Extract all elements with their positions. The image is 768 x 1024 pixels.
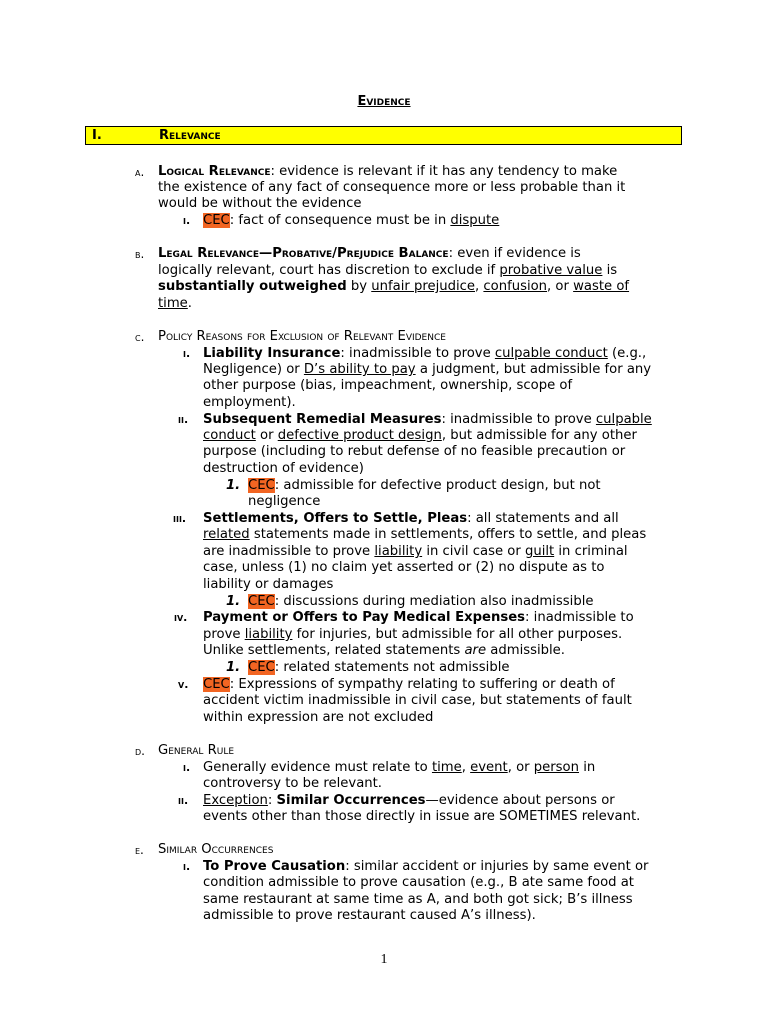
text-run: is bbox=[602, 263, 618, 278]
item-heading: Liability Insurance bbox=[203, 346, 341, 361]
text-run: : even if evidence is bbox=[448, 246, 581, 261]
text-line: the existence of any fact of consequence more or less probable than it bbox=[158, 180, 626, 195]
text-run: : discussions during mediation also inadmissible bbox=[274, 594, 594, 609]
text-line: controversy to be relevant. bbox=[203, 776, 382, 791]
outline-marker: 1. bbox=[226, 478, 241, 493]
underlined-term: time bbox=[158, 296, 188, 311]
text-run: in civil case or bbox=[422, 544, 525, 559]
text-run: —evidence about persons or bbox=[425, 793, 615, 808]
text-run: , bbox=[475, 279, 484, 294]
text-line bbox=[203, 527, 646, 543]
item-heading: Policy Reasons for Exclusion of Relevant Evidence bbox=[158, 329, 446, 344]
text-line: case, unless (1) no claim yet asserted or (2) no dispute as to bbox=[203, 560, 605, 575]
cec-tag: CEC bbox=[248, 660, 275, 675]
text-line: events other than those directly in issue are SOMETIMES relevant. bbox=[203, 809, 641, 824]
underlined-term: conduct bbox=[203, 428, 256, 443]
text-line: condition admissible to prove causation (e.g., B ate same food at bbox=[203, 875, 634, 890]
section-title: Relevance bbox=[159, 128, 221, 143]
cec-note bbox=[248, 594, 593, 610]
text-run: a judgment, but admissible for any bbox=[415, 362, 652, 377]
underlined-term: confusion bbox=[483, 279, 548, 294]
document-title: Evidence bbox=[357, 94, 411, 109]
text-run: , but admissible for any other bbox=[441, 428, 637, 443]
outline-marker: e. bbox=[135, 843, 144, 857]
outline-item-liability-insurance bbox=[203, 346, 646, 362]
text-run: Negligence) or bbox=[203, 362, 304, 377]
outline-marker: 1. bbox=[226, 660, 241, 675]
text-run: : bbox=[267, 793, 277, 808]
text-run: : all statements and all bbox=[467, 511, 619, 526]
outline-marker: v. bbox=[178, 678, 189, 691]
section-number: I. bbox=[92, 128, 102, 143]
cec-note bbox=[203, 213, 499, 229]
text-run: , or bbox=[507, 760, 534, 775]
underlined-term: event bbox=[470, 760, 508, 775]
cec-tag: CEC bbox=[203, 677, 230, 692]
text-run: : similar accident or injuries by same event or bbox=[345, 859, 649, 874]
underlined-term: culpable bbox=[595, 412, 652, 427]
text-run: (e.g., bbox=[607, 346, 647, 361]
text-run: : inadmissible to prove bbox=[441, 412, 596, 427]
item-heading: General Rule bbox=[158, 743, 235, 758]
text-run: : inadmissible to bbox=[525, 610, 634, 625]
item-heading: Settlements, Offers to Settle, Pleas bbox=[203, 511, 468, 526]
underlined-term: unfair prejudice bbox=[371, 279, 476, 294]
underlined-term: related bbox=[203, 527, 250, 542]
text-line: same restaurant at same time as A, and both got sick; B’s illness bbox=[203, 892, 633, 907]
text-run: : evidence is relevant if it has any tendency to make bbox=[270, 164, 618, 179]
underlined-term: D’s ability to pay bbox=[303, 362, 416, 377]
cec-note bbox=[203, 677, 615, 693]
text-run: : inadmissible to prove bbox=[340, 346, 495, 361]
text-line: employment). bbox=[203, 395, 296, 410]
text-run: are inadmissible to prove bbox=[203, 544, 375, 559]
outline-marker: i. bbox=[183, 761, 191, 774]
text-line: within expression are not excluded bbox=[203, 710, 434, 725]
text-line: other purpose (bias, impeachment, ownership, scope of bbox=[203, 378, 573, 393]
outline-marker: d. bbox=[135, 744, 145, 758]
underlined-term: Exception bbox=[203, 793, 268, 808]
outline-marker: a. bbox=[135, 165, 145, 179]
text-run: logically relevant, court has discretion to exclude if bbox=[158, 263, 500, 278]
underlined-term: time bbox=[431, 760, 462, 775]
outline-marker: i. bbox=[183, 347, 191, 360]
item-heading: Subsequent Remedial Measures bbox=[203, 412, 442, 427]
bold-term: Similar Occurrences bbox=[276, 793, 426, 808]
outline-marker: ii. bbox=[178, 413, 189, 426]
text-run: prove bbox=[203, 627, 245, 642]
outline-marker: iii. bbox=[173, 512, 187, 525]
text-run: : admissible for defective product design, but not bbox=[274, 478, 601, 493]
underlined-term: dispute bbox=[450, 213, 500, 228]
underlined-term: liability bbox=[244, 627, 293, 642]
item-heading: Legal Relevance—Probative/Prejudice Balance bbox=[158, 246, 449, 261]
outline-marker: b. bbox=[135, 247, 145, 261]
cec-tag: CEC bbox=[248, 478, 275, 493]
text-line: destruction of evidence) bbox=[203, 461, 364, 476]
text-run: or bbox=[255, 428, 278, 443]
outline-marker: i. bbox=[183, 214, 191, 227]
text-run: : Expressions of sympathy relating to suffering or death of bbox=[229, 677, 615, 692]
outline-marker: 1. bbox=[226, 594, 241, 609]
text-run: by bbox=[346, 279, 372, 294]
underlined-term: probative value bbox=[499, 263, 603, 278]
outline-item-medical-expenses bbox=[203, 610, 634, 626]
text-line bbox=[203, 544, 628, 560]
outline-marker: i. bbox=[183, 860, 191, 873]
text-line: accident victim inadmissible in civil case, but statements of fault bbox=[203, 693, 632, 708]
outline-item-settlements bbox=[203, 511, 619, 527]
text-line bbox=[158, 296, 192, 312]
underlined-term: defective product design bbox=[277, 428, 442, 443]
text-run: admissible. bbox=[486, 643, 565, 658]
item-heading: To Prove Causation bbox=[203, 859, 346, 874]
text-run: : fact of consequence must be in bbox=[229, 213, 451, 228]
text-run: Unlike settlements, related statements bbox=[203, 643, 465, 658]
page-number: 1 bbox=[380, 952, 388, 967]
italic-term: are bbox=[464, 643, 487, 658]
cec-tag: CEC bbox=[203, 213, 230, 228]
cec-note bbox=[248, 478, 601, 494]
text-line: would be without the evidence bbox=[158, 196, 362, 211]
outline-marker: ii. bbox=[178, 794, 189, 807]
cec-tag: CEC bbox=[248, 594, 275, 609]
underlined-term: guilt bbox=[524, 544, 555, 559]
outline-marker: c. bbox=[135, 330, 145, 344]
text-line: purpose (including to rebut defense of no feasible precaution or bbox=[203, 444, 626, 459]
text-run: , bbox=[461, 760, 471, 775]
underlined-term: waste of bbox=[573, 279, 630, 294]
text-line bbox=[203, 643, 565, 659]
cec-note bbox=[248, 660, 510, 676]
text-line bbox=[203, 428, 637, 444]
outline-item-legal-relevance bbox=[158, 246, 581, 262]
text-line bbox=[203, 362, 651, 378]
underlined-term: person bbox=[533, 760, 579, 775]
outline-item-prove-causation bbox=[203, 859, 648, 875]
item-heading: Payment or Offers to Pay Medical Expenses bbox=[203, 610, 526, 625]
text-run: statements made in settlements, offers to settle, and pleas bbox=[249, 527, 647, 542]
text-line bbox=[158, 263, 617, 279]
text-run: Generally evidence must relate to bbox=[203, 760, 432, 775]
text-run: : related statements not admissible bbox=[274, 660, 510, 675]
outline-marker: iv. bbox=[174, 611, 188, 624]
bold-term: substantially outweighed bbox=[158, 279, 347, 294]
item-heading: Logical Relevance bbox=[158, 164, 271, 179]
text-run: , or bbox=[547, 279, 574, 294]
text-line bbox=[203, 627, 622, 643]
text-line: admissible to prove restaurant caused A’s illness). bbox=[203, 908, 536, 923]
underlined-term: culpable conduct bbox=[494, 346, 608, 361]
text-line: negligence bbox=[248, 494, 321, 509]
text-run: in bbox=[579, 760, 596, 775]
text-run: . bbox=[187, 296, 192, 311]
outline-item-subsequent-remedial bbox=[203, 412, 652, 428]
text-line bbox=[158, 279, 629, 295]
item-heading: Similar Occurrences bbox=[158, 842, 274, 857]
text-run: for injuries, but admissible for all other purposes. bbox=[292, 627, 623, 642]
outline-item-exception bbox=[203, 793, 615, 809]
outline-item-general-rule bbox=[203, 760, 595, 776]
text-run: in criminal bbox=[554, 544, 628, 559]
text-line: liability or damages bbox=[203, 577, 334, 592]
underlined-term: liability bbox=[374, 544, 423, 559]
outline-item-logical-relevance bbox=[158, 164, 617, 180]
